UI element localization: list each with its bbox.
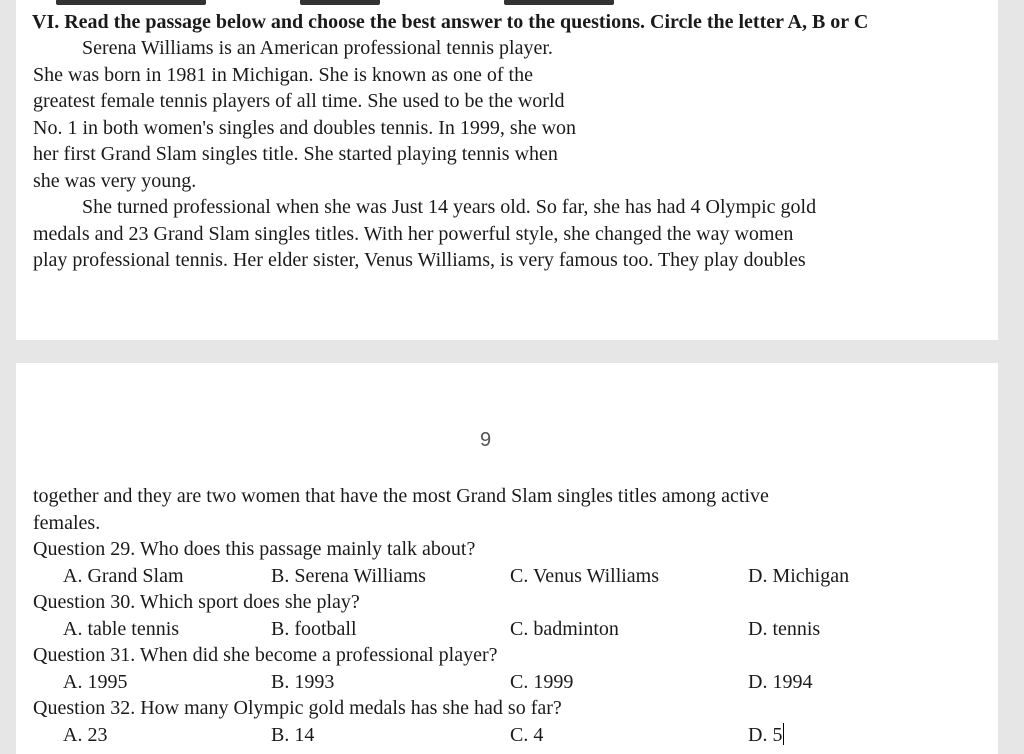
option-31-a[interactable]: A. 1995 — [63, 671, 128, 693]
passage-line: medals and 23 Grand Slam singles titles. With her powerful style, she changed the way women — [33, 223, 794, 245]
question-29: Question 29. Who does this passage mainly talk about? — [33, 538, 476, 560]
cut-off-previous-line — [56, 0, 776, 6]
option-31-c[interactable]: C. 1999 — [510, 671, 574, 693]
passage-line: females. — [33, 512, 101, 534]
option-32-c[interactable]: C. 4 — [510, 724, 544, 746]
passage-line: greatest female tennis players of all time. She used to be the world — [33, 90, 565, 112]
document-page-top — [16, 0, 998, 340]
passage-line: her first Grand Slam singles title. She started playing tennis when — [33, 143, 558, 165]
question-30: Question 30. Which sport does she play? — [33, 591, 360, 613]
option-29-a[interactable]: A. Grand Slam — [63, 565, 184, 587]
question-31: Question 31. When did she become a professional player? — [33, 644, 498, 666]
passage-line: play professional tennis. Her elder sister, Venus Williams, is very famous too. They play doubles — [33, 249, 806, 271]
option-31-d[interactable]: D. 1994 — [748, 671, 813, 693]
option-32-b[interactable]: B. 14 — [271, 724, 315, 746]
section-heading: VI. Read the passage below and choose the best answer to the questions. Circle the letter A, B or C — [32, 11, 869, 33]
page-number: 9 — [480, 429, 492, 451]
option-29-c[interactable]: C. Venus Williams — [510, 565, 660, 587]
passage-line: She turned professional when she was Just 14 years old. So far, she has had 4 Olympic gold — [82, 196, 817, 218]
option-29-d[interactable]: D. Michigan — [748, 565, 850, 587]
question-32: Question 32. How many Olympic gold medals has she had so far? — [33, 697, 562, 719]
passage-line: She was born in 1981 in Michigan. She is known as one of the — [33, 64, 533, 86]
option-32-d[interactable]: D. 5 — [748, 724, 783, 746]
passage-line: together and they are two women that have the most Grand Slam singles titles among active — [33, 485, 769, 507]
option-30-c[interactable]: C. badminton — [510, 618, 619, 640]
option-30-d[interactable]: D. tennis — [748, 618, 821, 640]
option-32-d-wrapper[interactable] — [748, 722, 784, 748]
text-cursor — [783, 723, 784, 745]
option-30-b[interactable]: B. football — [271, 618, 357, 640]
option-29-b[interactable]: B. Serena Williams — [271, 565, 426, 587]
passage-line: she was very young. — [33, 170, 197, 192]
passage-line: Serena Williams is an American professional tennis player. — [82, 37, 553, 59]
option-30-a[interactable]: A. table tennis — [63, 618, 180, 640]
document-page-bottom — [16, 363, 998, 754]
option-31-b[interactable]: B. 1993 — [271, 671, 335, 693]
passage-line: No. 1 in both women's singles and doubles tennis. In 1999, she won — [33, 117, 577, 139]
option-32-a[interactable]: A. 23 — [63, 724, 108, 746]
